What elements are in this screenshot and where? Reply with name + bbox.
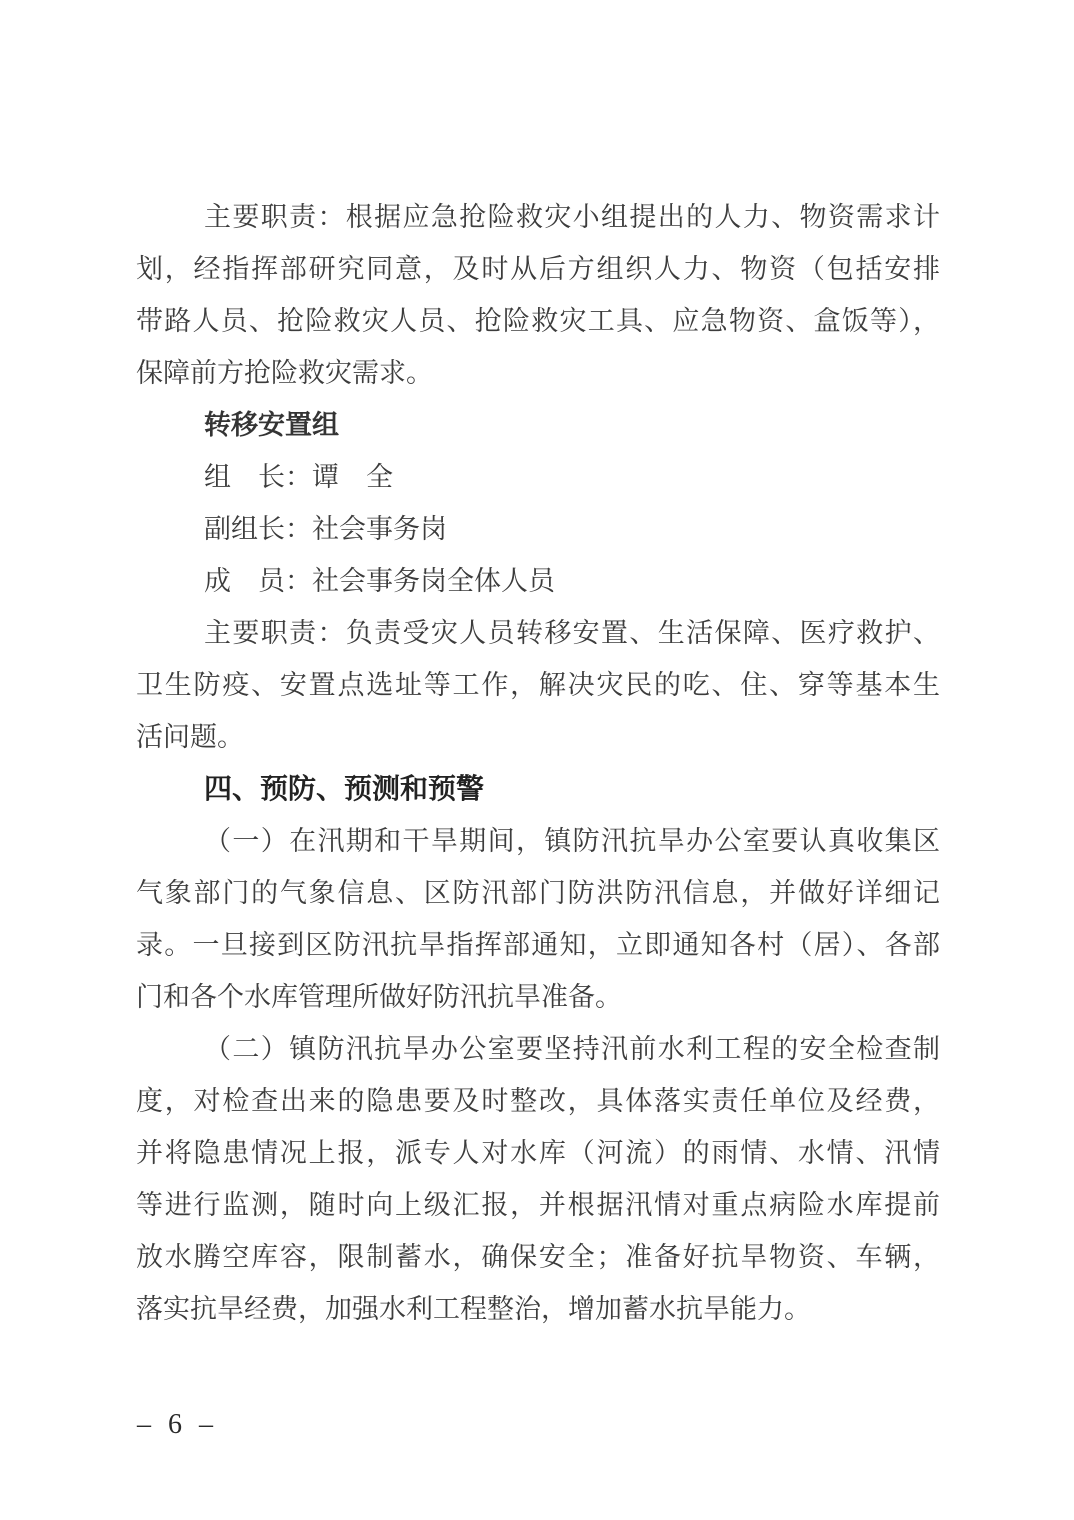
paragraph-line: （一）在汛期和干旱期间，镇防汛抗旱办公室要认真收集区 bbox=[204, 826, 940, 856]
paragraph-line: 主要职责：负责受灾人员转移安置、生活保障、医疗救护、 bbox=[204, 618, 940, 648]
paragraph-line: 带路人员、抢险救灾人员、抢险救灾工具、应急物资、盒饭等）， bbox=[136, 306, 940, 336]
group-members-line: 成 员：社会事务岗全体人员 bbox=[204, 566, 555, 596]
paragraph-line: 放水腾空库容，限制蓄水，确保安全；准备好抗旱物资、车辆， bbox=[136, 1242, 940, 1272]
paragraph-line: 落实抗旱经费，加强水利工程整治，增加蓄水抗旱能力。 bbox=[136, 1294, 811, 1324]
paragraph-line: （二）镇防汛抗旱办公室要坚持汛前水利工程的安全检查制 bbox=[204, 1034, 940, 1064]
page-number: – 6 – bbox=[137, 1409, 218, 1440]
paragraph-line: 录。一旦接到区防汛抗旱指挥部通知，立即通知各村（居）、各部 bbox=[136, 930, 940, 960]
paragraph-line: 主要职责：根据应急抢险救灾小组提出的人力、物资需求计 bbox=[204, 202, 940, 232]
paragraph-line: 门和各个水库管理所做好防汛抗旱准备。 bbox=[136, 982, 622, 1012]
section-heading: 四、预防、预测和预警 bbox=[204, 773, 485, 804]
paragraph-line: 等进行监测，随时向上级汇报，并根据汛情对重点病险水库提前 bbox=[136, 1190, 940, 1220]
paragraph-line: 并将隐患情况上报，派专人对水库（河流）的雨情、水情、汛情 bbox=[136, 1138, 940, 1168]
group-leader-line: 组 长：谭 全 bbox=[204, 462, 393, 492]
paragraph-line: 划，经指挥部研究同意，及时从后方组织人力、物资（包括安排 bbox=[136, 254, 940, 284]
paragraph-line: 活问题。 bbox=[136, 722, 244, 752]
paragraph-line: 气象部门的气象信息、区防汛部门防洪防汛信息，并做好详细记 bbox=[136, 878, 940, 908]
document-body bbox=[136, 191, 940, 1335]
group-deputy-line: 副组长：社会事务岗 bbox=[204, 514, 447, 544]
paragraph-line: 卫生防疫、安置点选址等工作，解决灾民的吃、住、穿等基本生 bbox=[136, 670, 940, 700]
paragraph-line: 保障前方抢险救灾需求。 bbox=[136, 358, 433, 388]
group-title: 转移安置组 bbox=[204, 410, 339, 440]
paragraph-line: 度，对检查出来的隐患要及时整改，具体落实责任单位及经费， bbox=[136, 1086, 940, 1116]
